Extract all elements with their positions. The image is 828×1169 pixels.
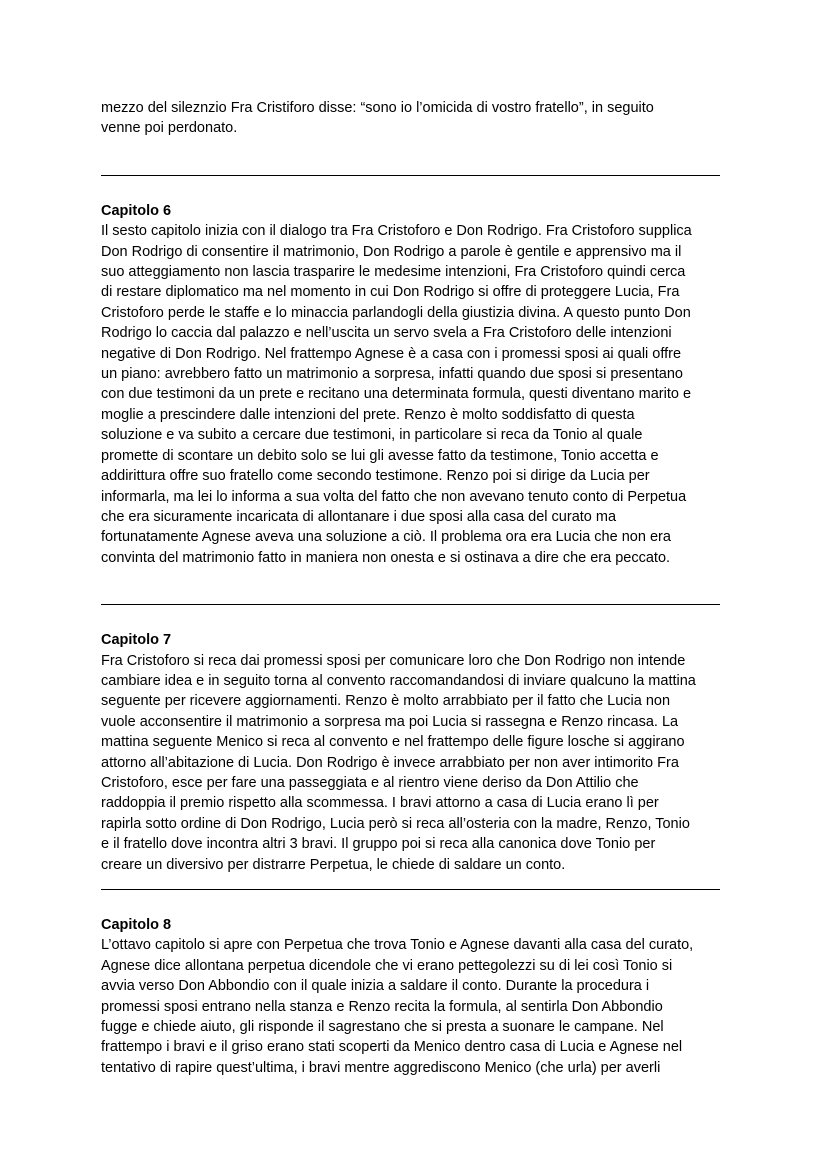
chapter-paragraph [101, 221, 741, 568]
chapter-heading: Capitolo 8 [101, 917, 172, 933]
intro-paragraph [101, 98, 741, 139]
text-line: di restare diplomatico ma nel momento in cui Don Rodrigo si offre di proteggere Lucia, Fra [101, 284, 680, 301]
horizontal-rule [101, 175, 720, 176]
text-line: promette di scontare un debito solo se lui gli avesse fatto da testimone, Tonio accetta e [101, 447, 659, 464]
chapter-paragraph [101, 935, 741, 1078]
text-line: suo atteggiamento non lascia trasparire le medesime intenzioni, Fra Cristoforo quindi cerca [101, 264, 686, 281]
text-line: frattempo i bravi e il griso erano stati scoperti da Menico dentro casa di Lucia e Agnese nel [101, 1039, 683, 1056]
text-line: Don Rodrigo di consentire il matrimonio, Don Rodrigo a parole è gentile e apprensivo ma il [101, 243, 682, 260]
chapter-section [101, 915, 741, 1078]
text-line: informarla, ma lei lo informa a sua volta del fatto che non avevano tenuto conto di Perpetua [101, 488, 687, 505]
text-line: attorno all’abitazione di Lucia. Don Rodrigo è invece arrabbiato per non aver intimorito Fra [101, 754, 679, 771]
text-line: che era sicuramente incaricata di allontanare i due sposi alla casa del curato ma [101, 508, 617, 525]
text-line: raddoppia il premio rispetto alla scommessa. I bravi attorno a casa di Lucia erano lì per [101, 795, 659, 812]
text-line: cambiare idea e in seguito torna al convento raccomandandosi di inviare qualcuno la mattina [101, 672, 696, 689]
text-line: un piano: avrebbero fatto un matrimonio a sorpresa, infatti quando due sposi si presentano [101, 366, 683, 383]
text-line: fortunatamente Agnese aveva una soluzione a ciò. Il problema ora era Lucia che non era [101, 529, 671, 546]
text-line: venne poi perdonato. [101, 120, 238, 137]
text-line: e il fratello dove incontra altri 3 bravi. Il gruppo poi si reca alla canonica dove Tonio per [101, 836, 656, 853]
text-line: avvia verso Don Abbondio con il quale inizia a saldare il conto. Durante la procedura i [101, 978, 650, 995]
text-line: con due testimoni da un prete e recitano una determinata formula, questi diventano marito e [101, 386, 692, 403]
text-line: Cristoforo perde le staffe e lo minaccia parlandogli della giustizia divina. A questo punto Don [101, 304, 691, 321]
chapter-heading: Capitolo 7 [101, 632, 172, 649]
text-line: moglie a prescindere dalle intenzioni del prete. Renzo è molto soddisfatto di questa [101, 406, 635, 423]
text-line: seguente per ricevere aggiornamenti. Renzo è molto arrabbiato per il fatto che Lucia non [101, 693, 671, 710]
chapter-heading: Capitolo 6 [101, 202, 172, 219]
text-line: Rodrigo lo caccia dal palazzo e nell’uscita un servo svela a Fra Cristoforo delle intenzioni [101, 325, 672, 342]
text-line: L’ottavo capitolo si apre con Perpetua che trova Tonio e Agnese davanti alla casa del curato, [101, 937, 694, 954]
chapter-section [101, 630, 741, 875]
document-page [101, 98, 741, 1078]
horizontal-rule [101, 889, 720, 890]
text-line: addirittura offre suo fratello come secondo testimone. Renzo poi si dirige da Lucia per [101, 468, 650, 485]
text-line: Fra Cristoforo si reca dai promessi sposi per comunicare loro che Don Rodrigo non intende [101, 652, 686, 669]
text-line: Agnese dice allontana perpetua dicendole che vi erano pettegolezzi su di lei così Tonio si [101, 957, 673, 974]
chapter-section [101, 201, 741, 568]
text-line: promessi sposi entrano nella stanza e Renzo recita la formula, al sentirla Don Abbondio [101, 998, 663, 1015]
text-line: Il sesto capitolo inizia con il dialogo tra Fra Cristoforo e Don Rodrigo. Fra Cristoforo supplica [101, 223, 692, 240]
text-line: rapirla sotto ordine di Don Rodrigo, Lucia però si reca all’osteria con la madre, Renzo, Tonio [101, 815, 690, 832]
text-line: vuole acconsentire il matrimonio a sorpresa ma poi Lucia si rassegna e Renzo rincasa. La [101, 713, 679, 730]
text-line: creare un diversivo per distrarre Perpetua, le chiede di saldare un conto. [101, 856, 566, 873]
text-line: soluzione e va subito a cercare due testimoni, in particolare si reca da Tonio al quale [101, 427, 643, 444]
text-line: mezzo del sileznzio Fra Cristiforo disse: “sono io l’omicida di vostro fratello”, in seguito [101, 100, 654, 116]
text-line: convinta del matrimonio fatto in maniera non onesta e si ostinava a dire che era peccato. [101, 549, 671, 566]
text-line: fugge e chiede aiuto, gli risponde il sagrestano che si presta a suonare le campane. Nel [101, 1019, 664, 1036]
chapter-paragraph [101, 651, 741, 875]
text-line: Cristoforo, esce per fare una passeggiata e al rientro viene deriso da Don Attilio che [101, 774, 639, 791]
horizontal-rule [101, 604, 720, 605]
text-line: mattina seguente Menico si reca al convento e nel frattempo delle figure losche si aggirano [101, 734, 685, 751]
text-line: negative di Don Rodrigo. Nel frattempo Agnese è a casa con i promessi sposi ai quali offre [101, 345, 682, 362]
text-line: tentativo di rapire quest’ultima, i bravi mentre aggrediscono Menico (che urla) per averli [101, 1059, 661, 1076]
